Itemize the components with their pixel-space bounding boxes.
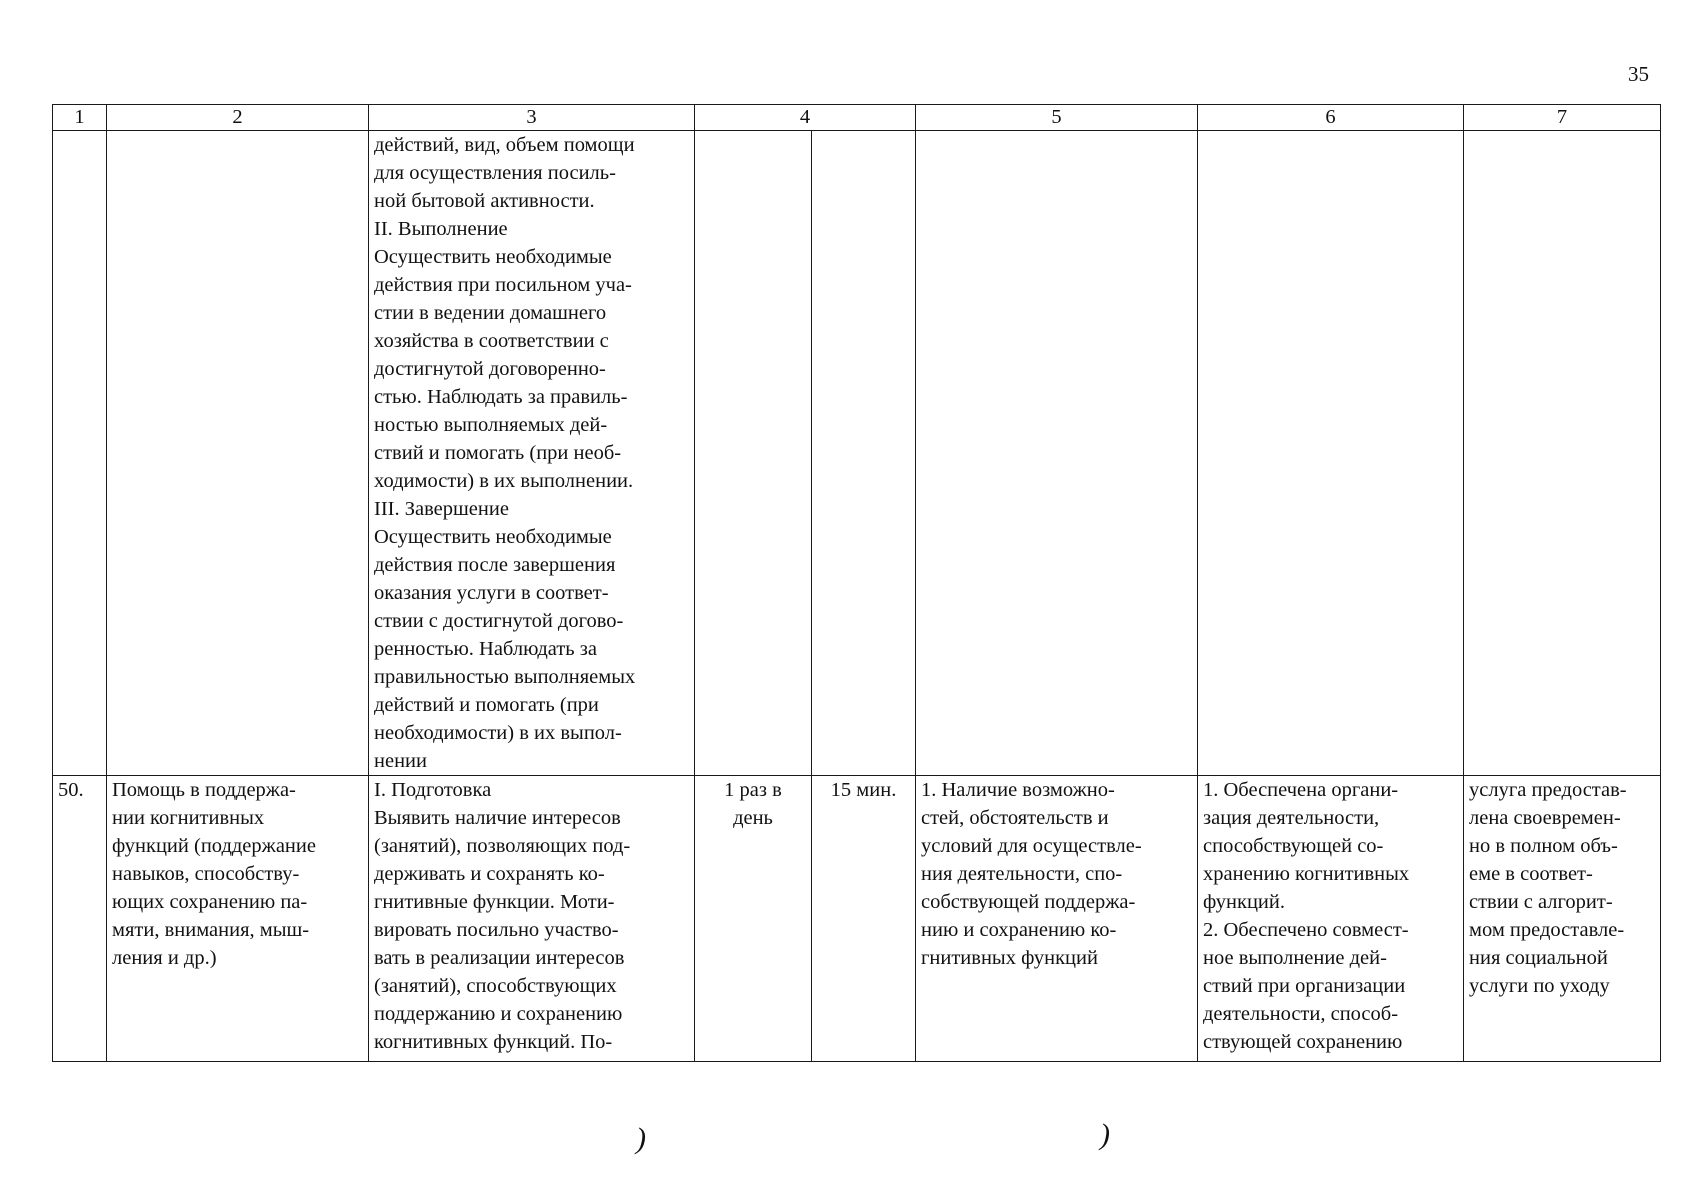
cell-conditions — [916, 131, 1198, 776]
cell-duration — [812, 131, 916, 776]
signature-mark: ) — [1100, 1118, 1110, 1151]
cell-results — [1198, 131, 1464, 776]
header-col-3: 3 — [369, 105, 695, 131]
service-table — [52, 104, 1661, 1062]
cell-description: действий, вид, объем помощи для осуществления посиль- ной бытовой активности. II. Выполнение Осуществить необходимые действия при посильном уча- стии в ведении домашнего хозяйства в соответствии с достигнутой договоренно- стью. Наблюдать за правиль- ностью выполняемых дей- ствий и помогать (при необ- ходимости) в их выполнении. III. Завершение Осуществить необходимые действия после завершения оказания услуги в соответ- ствии с достигнутой догово- ренностью. Наблюдать за правильностью выполняемых действий и помогать (при необходимости) в их выпол- нении — [369, 131, 695, 776]
cell-number: 50. — [53, 776, 107, 1062]
cell-frequency — [695, 131, 812, 776]
cell-conditions: 1. Наличие возможно- стей, обстоятельств и условий для осуществле- ния деятельности, спо- собствующей поддержа- нию и сохранению ко- гнитивных функций — [916, 776, 1198, 1062]
table-row-continuation — [53, 131, 1661, 776]
signature-mark: ) — [636, 1122, 646, 1155]
cell-evaluation: услуга предостав- лена своевремен- но в полном объ- еме в соответ- ствии с алгорит- мом предоставле- ния социальной услуги по уходу — [1464, 776, 1661, 1062]
cell-duration: 15 мин. — [812, 776, 916, 1062]
page-number: 35 — [1628, 62, 1649, 86]
header-col-1: 1 — [53, 105, 107, 131]
cell-number — [53, 131, 107, 776]
header-row — [53, 105, 1661, 131]
header-col-5: 5 — [916, 105, 1198, 131]
cell-frequency: 1 раз в день — [695, 776, 812, 1062]
cell-description: I. Подготовка Выявить наличие интересов (занятий), позволяющих под- держивать и сохранять ко- гнитивные функции. Моти- вировать посильно участво- вать в реализации интересов (занятий), способствующих поддержанию и сохранению когнитивных функций. По- — [369, 776, 695, 1062]
header-col-6: 6 — [1198, 105, 1464, 131]
cell-results: 1. Обеспечена органи- зация деятельности, способствующей со- хранению когнитивных функций. 2. Обеспечено совмест- ное выполнение дей- ствий при организации деятельности, способ- ствующей сохранению — [1198, 776, 1464, 1062]
header-col-7: 7 — [1464, 105, 1661, 131]
cell-name: Помощь в поддержа- нии когнитивных функций (поддержание навыков, способству- ющих сохранению па- мяти, внимания, мыш- ления и др.) — [107, 776, 369, 1062]
cell-evaluation — [1464, 131, 1661, 776]
cell-name — [107, 131, 369, 776]
header-col-2: 2 — [107, 105, 369, 131]
table-row-50 — [53, 776, 1661, 1062]
header-col-4: 4 — [695, 105, 916, 131]
